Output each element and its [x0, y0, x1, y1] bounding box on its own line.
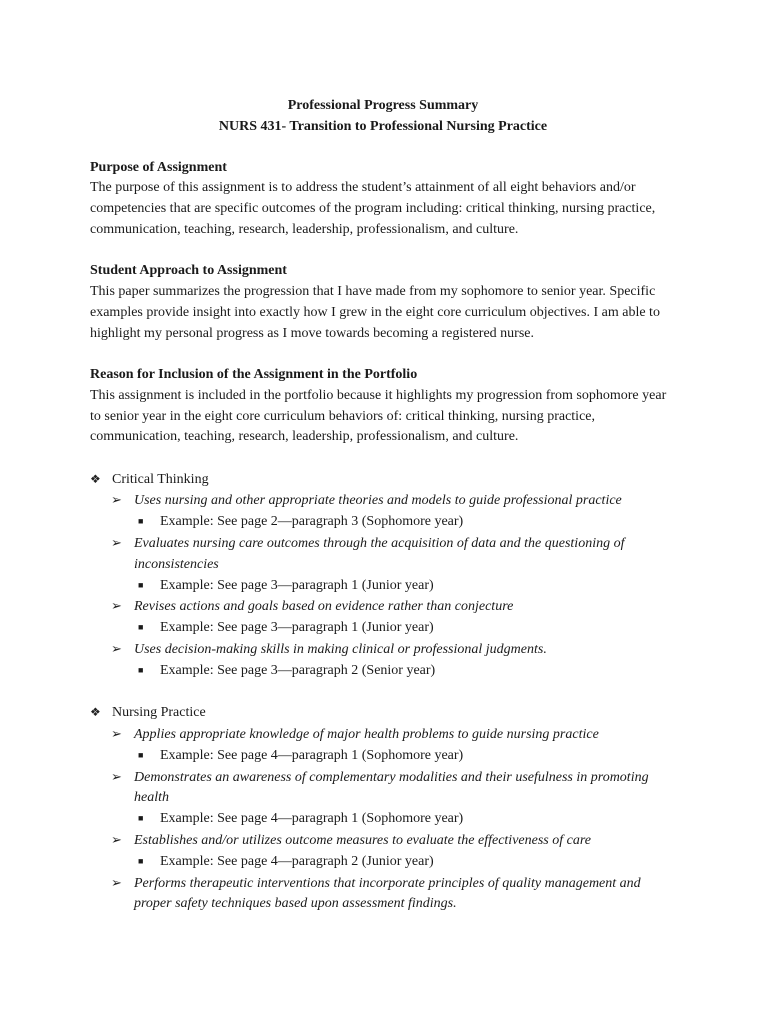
outcome-text: Performs therapeutic interventions that incorporate principles of quality management and proper safety techniques based upon assessment findings.: [134, 875, 641, 912]
outcome-item: [90, 830, 676, 852]
outcome-item: [90, 724, 676, 746]
square-bullet-icon: ■: [138, 855, 144, 866]
square-bullet-icon: ■: [138, 664, 144, 675]
example-text: Example: See page 4—paragraph 1 (Sophomore year): [160, 747, 464, 763]
section-reason: [90, 365, 676, 448]
arrowhead-bullet-icon: ➢: [111, 598, 122, 614]
example-text: Example: See page 3—paragraph 2 (Senior year): [160, 662, 436, 678]
square-bullet-icon: ■: [138, 813, 144, 824]
category-name: Critical Thinking: [112, 471, 209, 487]
category-nursing-practice: [90, 702, 676, 915]
example-item: [90, 661, 676, 682]
example-text: Example: See page 2—paragraph 3 (Sophomore year): [160, 514, 464, 530]
section-purpose: [90, 158, 676, 241]
title-block: [90, 96, 676, 138]
outcome-text: Applies appropriate knowledge of major health problems to guide nursing practice: [134, 726, 599, 742]
example-text: Example: See page 4—paragraph 1 (Sophomore year): [160, 811, 464, 827]
outcome-item: [90, 533, 676, 576]
example-item: [90, 809, 676, 830]
section-body: The purpose of this assignment is to address the student’s attainment of all eight behaviors and/or competencies that are specific outcomes of the program including: critical thinking, nursing practice, communication, teaching, research, leadership, professionalism, and culture.: [90, 180, 656, 237]
example-text: Example: See page 4—paragraph 2 (Junior year): [160, 853, 434, 869]
outcome-text: Demonstrates an awareness of complementary modalities and their usefulness in promoting health: [134, 769, 649, 806]
outcome-item: [90, 490, 676, 512]
outcome-item: [90, 639, 676, 661]
outcome-item: [90, 596, 676, 618]
outcome-text: Revises actions and goals based on evidence rather than conjecture: [134, 599, 514, 615]
example-item: [90, 746, 676, 767]
example-text: Example: See page 3—paragraph 1 (Junior year): [160, 620, 434, 636]
category-critical-thinking: [90, 469, 676, 682]
outcome-text: Establishes and/or utilizes outcome measures to evaluate the effectiveness of care: [134, 832, 591, 848]
outcome-text: Evaluates nursing care outcomes through the acquisition of data and the questioning of inconsistencies: [134, 536, 625, 572]
square-bullet-icon: ■: [138, 749, 144, 760]
example-item: [90, 618, 676, 639]
category-row: [90, 702, 676, 724]
square-bullet-icon: ■: [138, 516, 144, 527]
section-approach: [90, 261, 676, 344]
square-bullet-icon: ■: [138, 622, 144, 633]
section-heading: Student Approach to Assignment: [90, 263, 287, 279]
course-title: NURS 431- Transition to Professional Nursing Practice: [218, 118, 548, 134]
arrowhead-bullet-icon: ➢: [111, 874, 122, 890]
example-item: [90, 576, 676, 597]
arrowhead-bullet-icon: ➢: [111, 768, 122, 784]
diamond-bullet-icon: ❖: [90, 705, 101, 720]
example-item: [90, 852, 676, 873]
example-item: [90, 512, 676, 533]
arrowhead-bullet-icon: ➢: [111, 831, 122, 847]
outcome-text: Uses decision-making skills in making clinical or professional judgments.: [134, 642, 547, 658]
section-body: This paper summarizes the progression that I have made from my sophomore to senior year. Specific examples provide insight into exactly how I grew in the eight core curriculum objectives. I am able to highlight my personal progress as I move towards becoming a registered nurse.: [90, 284, 660, 341]
arrowhead-bullet-icon: ➢: [111, 725, 122, 741]
document-title: Professional Progress Summary: [287, 98, 479, 113]
outcome-item: [90, 767, 676, 810]
outcome-item: [90, 873, 676, 916]
arrowhead-bullet-icon: ➢: [111, 492, 122, 508]
example-text: Example: See page 3—paragraph 1 (Junior year): [160, 577, 434, 593]
category-name: Nursing Practice: [112, 705, 206, 721]
section-heading: Purpose of Assignment: [90, 159, 227, 175]
outcome-text: Uses nursing and other appropriate theories and models to guide professional practice: [134, 493, 622, 509]
category-row: [90, 469, 676, 491]
arrowhead-bullet-icon: ➢: [111, 535, 122, 551]
diamond-bullet-icon: ❖: [90, 471, 101, 486]
arrowhead-bullet-icon: ➢: [111, 641, 122, 657]
section-heading: Reason for Inclusion of the Assignment in the Portfolio: [90, 366, 418, 382]
section-body: This assignment is included in the portfolio because it highlights my progression from sophomore year to senior year in the eight core curriculum behaviors of: critical thinking, nursing practice, communication, teaching, research, leadership, professionalism, and culture.: [90, 387, 667, 445]
square-bullet-icon: ■: [138, 579, 144, 590]
